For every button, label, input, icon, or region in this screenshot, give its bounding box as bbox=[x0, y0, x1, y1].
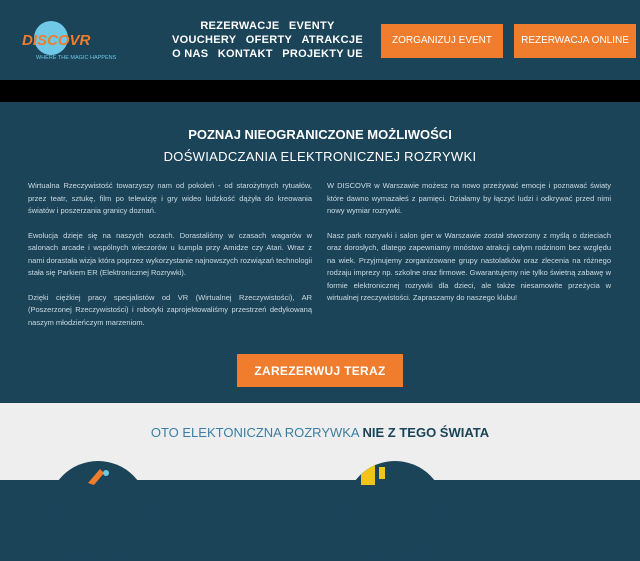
features-tagline bbox=[0, 425, 640, 440]
nav-item-rezerwacje[interactable]: REZERWACJE bbox=[200, 20, 280, 32]
nav-item-oferty[interactable]: OFERTY bbox=[245, 34, 293, 46]
tagline-part-2: NIE Z TEGO ŚWIATA bbox=[362, 425, 490, 440]
nav-item-o-nas[interactable]: O NAS bbox=[172, 48, 209, 60]
left-paragraph: Ewolucja dzieje się na naszych oczach. Dorastaliśmy w czasach wagarów w salonach arcade i wspólnych wieczorów u kumpla przy Amidze czy Atari. Wraz z nami dorastała wizja która poprzez wykorzystanie najnowszych rozwiązań technologii stała się Parkiem ER (Elektronicznej Rozrywki). bbox=[28, 230, 312, 277]
right-paragraph: W DISCOVR w Warszawie możesz na nowo przeżywać emocje i poznawać światy które dawno wymazałeś z pamięci. Działamy by łączyć ludzi i odkrywać przed nimi nowy wymiar rozrywki. bbox=[327, 181, 611, 215]
intro-left-column bbox=[28, 180, 312, 341]
main-nav bbox=[165, 19, 370, 61]
arcade-machine-icon bbox=[345, 461, 445, 561]
online-reservation-button[interactable]: REZERWACJA ONLINE bbox=[514, 24, 636, 58]
attraction-circle-vr[interactable] bbox=[48, 461, 148, 561]
svg-text:DISCOVR: DISCOVR bbox=[22, 32, 91, 49]
site-header bbox=[0, 0, 640, 80]
intro-title: POZNAJ NIEOGRANICZONE MOŻLIWOŚCI bbox=[188, 127, 452, 142]
vr-controller-icon bbox=[48, 461, 148, 561]
right-paragraph: Nasz park rozrywki i salon gier w Warszawie został stworzony z myślą o dzieciach oraz dorosłych, dlatego zapewniamy mnóstwo atrakcji całym rodzinom bez względu na wiek. Przyjmujemy zorganizowane grupy nastolatków oraz zlecenia na różnego rodzaju imprezy np. szkolne oraz firmowe. Gwarantujemy nie tylko świetną zabawę w formie elektronicznej rozrywki dla dzieci, ale także niesamowite przeżycia w wirtualnej rzeczywistości. Zapraszamy do naszego klubu! bbox=[327, 230, 611, 302]
attraction-circle-arcade[interactable] bbox=[345, 461, 445, 561]
left-paragraph: Wirtualna Rzeczywistość towarzyszy nam od pokoleń - od starożytnych rytuałów, przez teatr, sztukę, film po telewizję i gry wideo ludzkość dążyła do kreowania światów i poszerzania granicy doznań. bbox=[28, 181, 312, 215]
logo-graphic bbox=[18, 18, 148, 64]
nav-item-atrakcje[interactable]: ATRAKCJE bbox=[301, 34, 363, 46]
intro-subtitle: DOŚWIADCZANIA ELEKTRONICZNEJ ROZRYWKI bbox=[163, 149, 477, 164]
nav-item-eventy[interactable]: EVENTY bbox=[288, 20, 335, 32]
header-divider-bar bbox=[0, 80, 640, 102]
svg-text:WHERE THE MAGIC HAPPENS: WHERE THE MAGIC HAPPENS bbox=[36, 55, 117, 61]
tagline-part-1: OTO ELEKTONICZNA ROZRYWKA bbox=[150, 425, 359, 440]
book-now-button[interactable]: ZAREZERWUJ TERAZ bbox=[237, 354, 403, 387]
left-paragraph: Dzięki ciężkiej pracy specjalistów od VR (Wirtualnej Rzeczywistości), AR (Poszerzonej Rzeczywistości) i robotyki zaprojektowaliśmy przestrzeń dedykowaną naszym młodzieńczym marzeniom. bbox=[28, 292, 312, 327]
organize-event-button[interactable]: ZORGANIZUJ EVENT bbox=[381, 24, 503, 58]
intro-right-column bbox=[327, 180, 611, 317]
nav-item-projekty-ue[interactable]: PROJEKTY UE bbox=[282, 48, 363, 60]
nav-item-vouchery[interactable]: VOUCHERY bbox=[172, 34, 237, 46]
nav-item-kontakt[interactable]: KONTAKT bbox=[217, 48, 273, 60]
discovr-logo[interactable] bbox=[18, 18, 148, 64]
